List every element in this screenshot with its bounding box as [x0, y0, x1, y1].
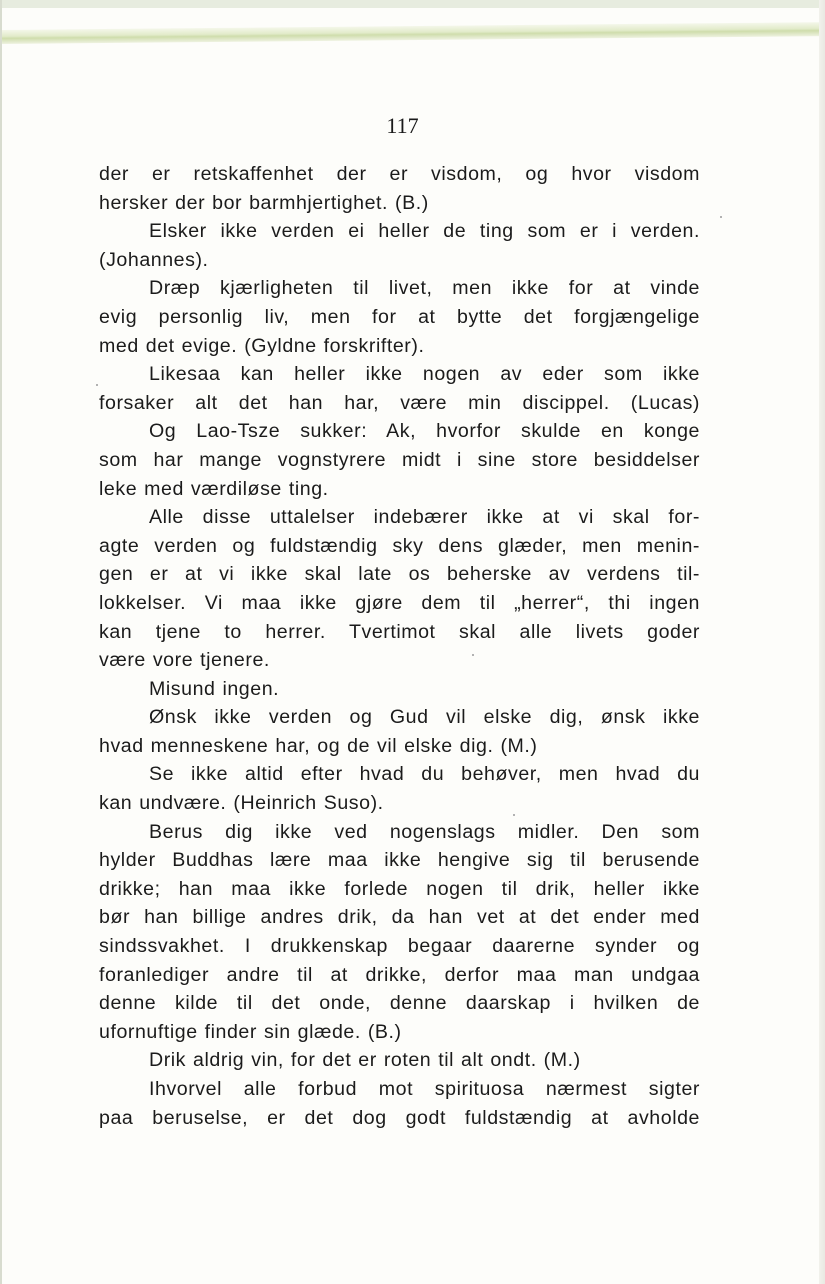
text-line: lokkelser. Vi maa ikke gjøre dem til „herrer“, thi ingen — [99, 591, 700, 614]
text-line: bør han billige andres drik, da han vet at det ender med — [99, 906, 700, 929]
text-line: Misund ingen. — [149, 677, 280, 700]
text-line: Dræp kjærligheten til livet, men ikke for at vinde — [149, 277, 700, 300]
text-line: drikke; han maa ikke forlede nogen til drik, heller ikke — [99, 877, 700, 900]
text-line: gen er at vi ikke skal late os beherske av verdens til- — [99, 563, 700, 586]
text-line: leke med værdiløse ting. — [99, 477, 329, 500]
text-line: kan undvære. (Heinrich Suso). — [99, 792, 384, 815]
text-line: med det evige. (Gyldne forskrifter). — [99, 334, 425, 357]
text-line: Elsker ikke verden ei heller de ting som er i verden. — [149, 220, 700, 243]
text-line: foranlediger andre til at drikke, derfor maa man undgaa — [99, 963, 700, 986]
paper-speck — [720, 216, 722, 218]
text-line: hersker der bor barmhjertighet. (B.) — [99, 191, 429, 214]
text-line: Ønsk ikke verden og Gud vil elske dig, ønsk ikke — [149, 706, 700, 729]
text-line: sindssvakhet. I drukkenskap begaar daarerne synder og — [99, 935, 700, 958]
text-line: hvad menneskene har, og de vil elske dig. (M.) — [99, 734, 538, 757]
text-line: Og Lao-Tsze sukker: Ak, hvorfor skulde en konge — [149, 420, 700, 443]
page-number: 117 — [386, 113, 419, 138]
text-line: Alle disse uttalelser indebærer ikke at vi skal for- — [149, 506, 700, 529]
text-line: som har mange vognstyrere midt i sine store besiddelser — [99, 448, 700, 471]
paper-speck — [513, 814, 515, 816]
page-top-edge — [2, 0, 825, 8]
text-line: være vore tjenere. — [99, 649, 270, 672]
text-line: hylder Buddhas lære maa ikke hengive sig til berusende — [99, 849, 700, 872]
text-line: forsaker alt det han har, være min discippel. (Lucas) — [99, 391, 700, 414]
paper-edge-strip — [2, 22, 825, 44]
paper-speck — [472, 654, 474, 656]
text-line: ufornuftige finder sin glæde. (B.) — [99, 1020, 402, 1043]
text-line: evig personlig liv, men for at bytte det forgjængelige — [99, 305, 700, 328]
text-line: agte verden og fuldstændig sky dens glæder, men menin- — [99, 534, 700, 557]
paper-speck — [96, 384, 98, 386]
text-line: Ihvorvel alle forbud mot spirituosa nærmest sigter — [149, 1078, 700, 1100]
text-line: denne kilde til det onde, denne daarskap i hvilken de — [99, 992, 700, 1015]
text-line: kan tjene to herrer. Tvertimot skal alle livets goder — [99, 620, 700, 643]
text-line: Berus dig ikke ved nogenslags midler. Den som — [149, 820, 700, 843]
text-line: (Johannes). — [99, 248, 209, 271]
body-text — [99, 160, 700, 1132]
text-line: Drik aldrig vin, for det er roten til alt ondt. (M.) — [149, 1049, 581, 1072]
text-line: Se ikke altid efter hvad du behøver, men hvad du — [149, 763, 700, 786]
page-right-edge — [819, 0, 825, 1284]
text-line: der er retskaffenhet der er visdom, og hvor visdom — [99, 163, 700, 185]
text-line: Likesaa kan heller ikke nogen av eder som ikke — [149, 363, 700, 386]
text-line: paa beruselse, er det dog godt fuldstændig at avholde — [99, 1106, 700, 1129]
